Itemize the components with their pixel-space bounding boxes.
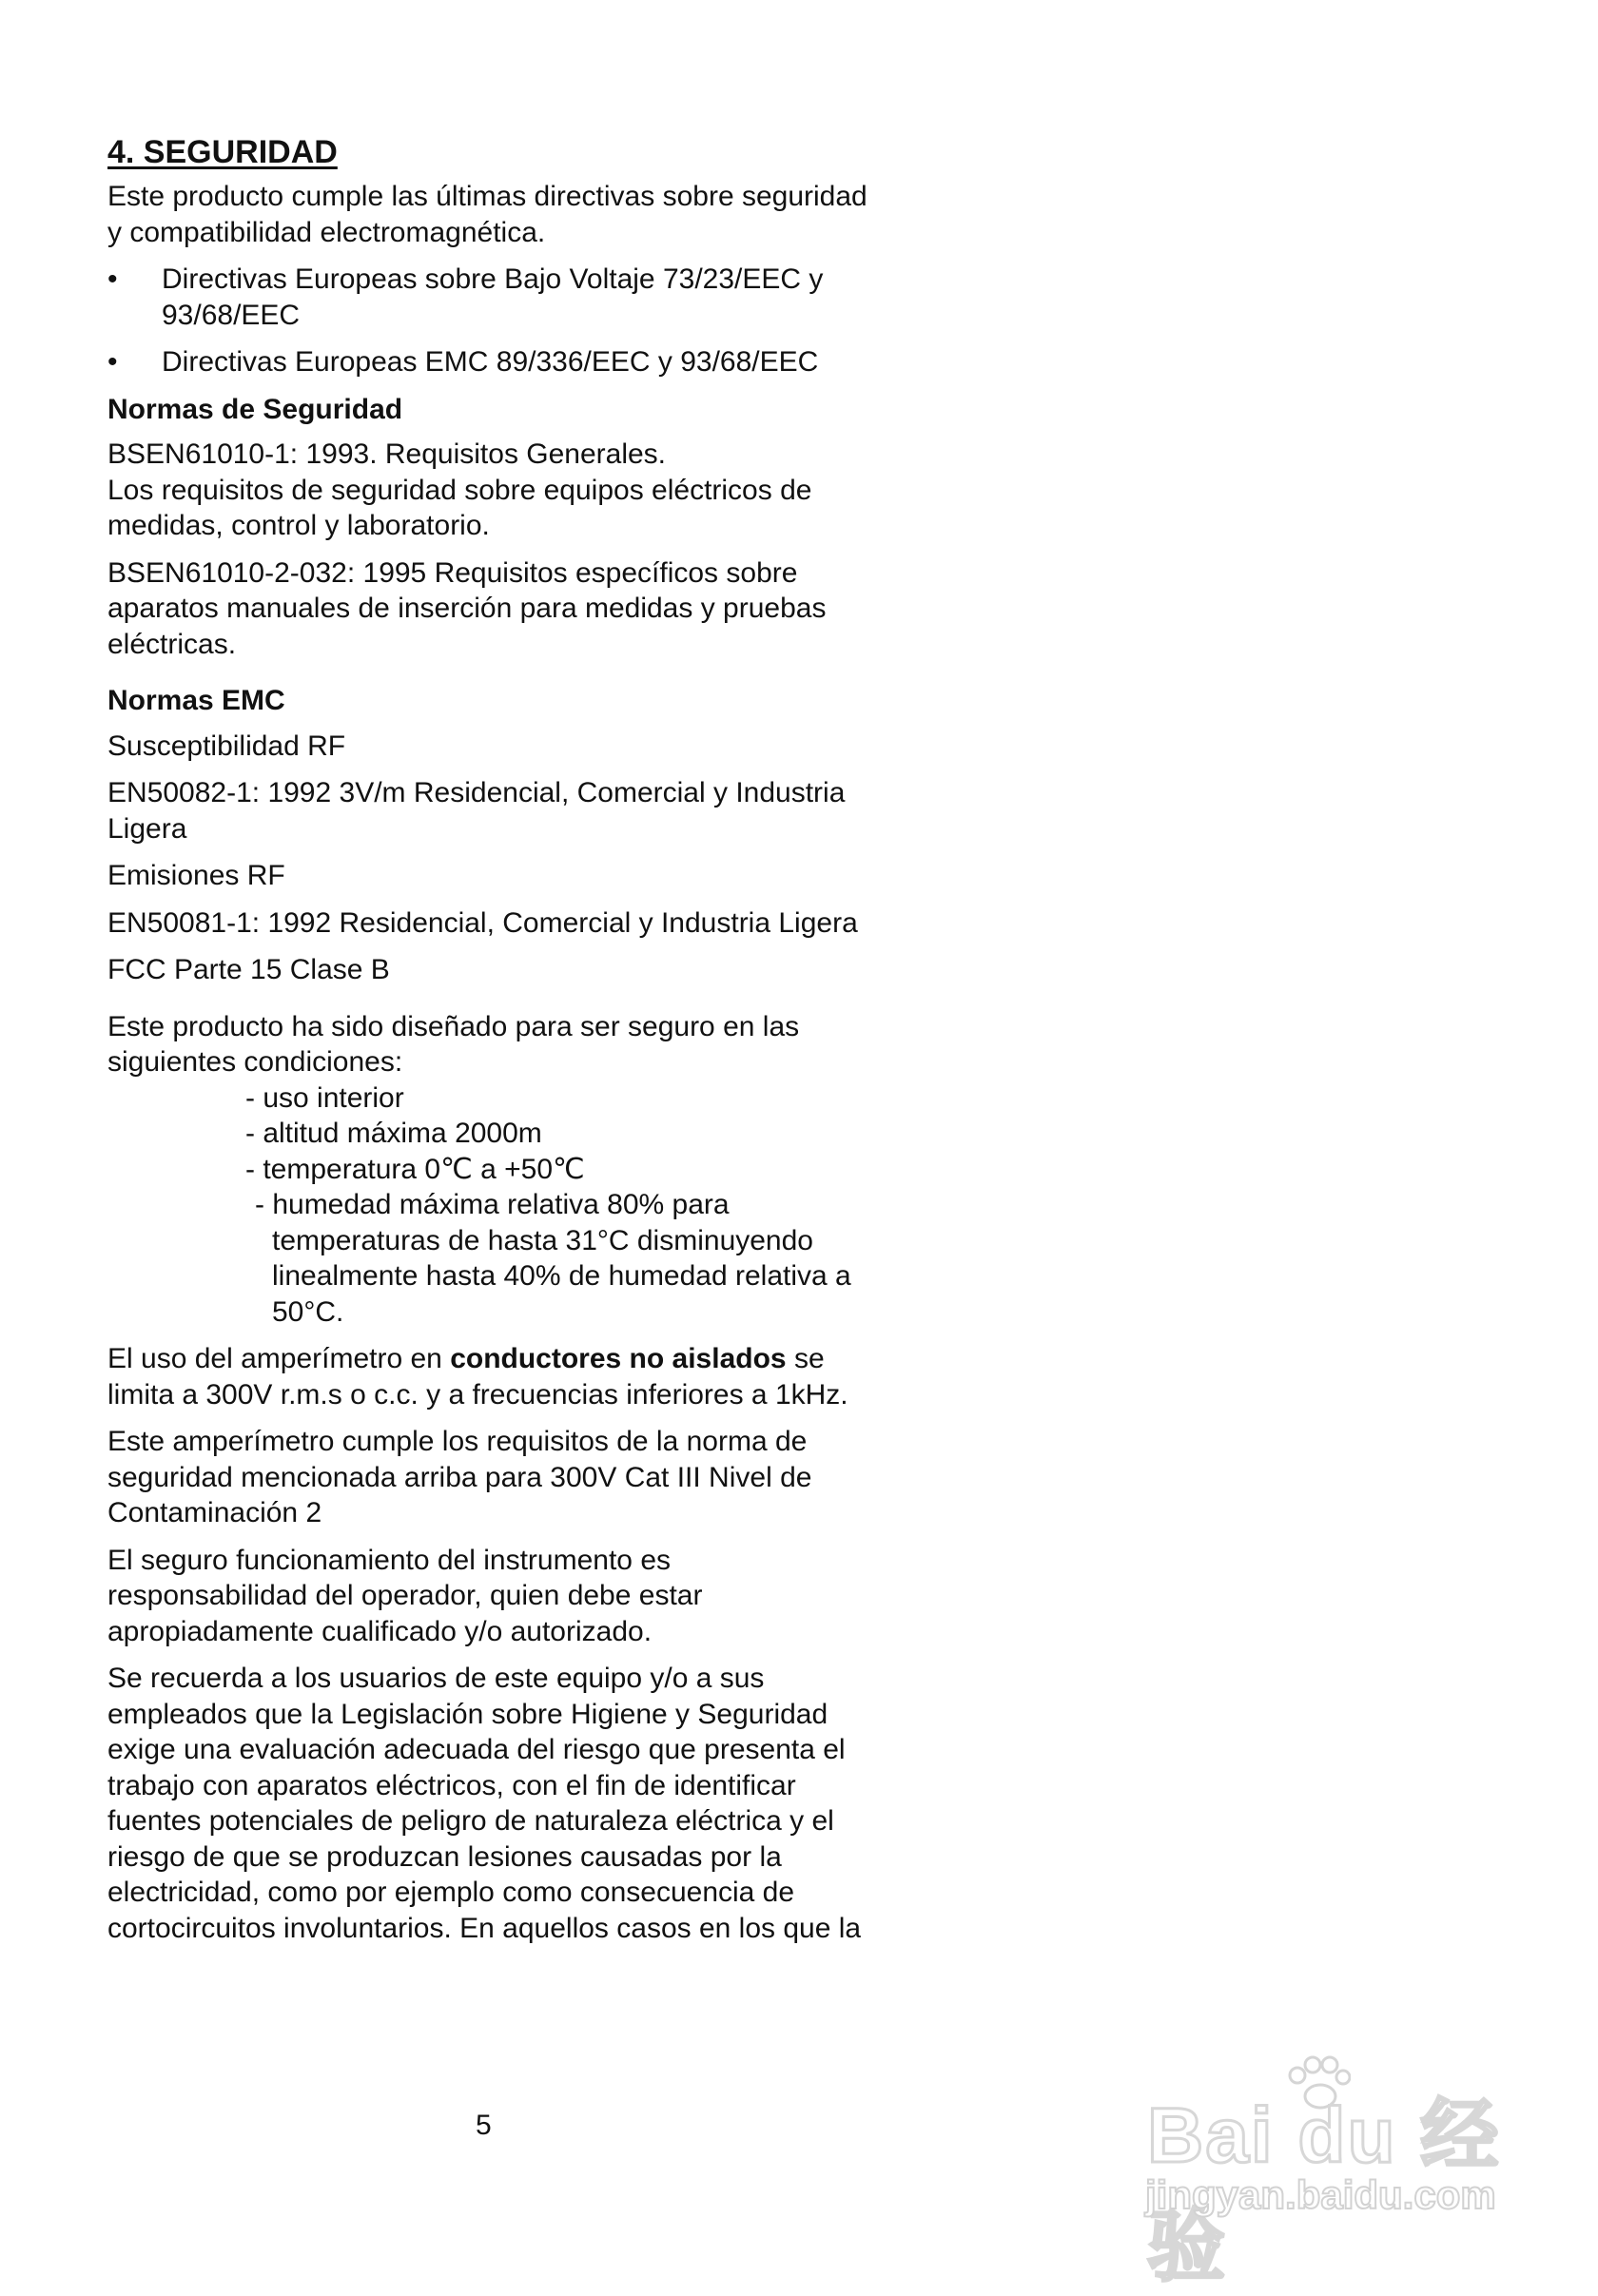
condition-item: - uso interior <box>245 1081 404 1114</box>
emc-item: Susceptibilidad RF <box>107 730 346 762</box>
page-number: 5 <box>476 2110 492 2141</box>
bullet-icon: • <box>107 346 118 378</box>
safety-standard-specific: BSEN61010-2-032: 1995 Requisitos específicos sobre aparatos manuales de inserción para medidas y pruebas eléctricas. <box>107 556 827 660</box>
clamp-usage-paragraph <box>107 1341 868 1412</box>
clamp-usage-text: se limita a 300V r.m.s o c.c. y a frecuencias inferiores a 1kHz. <box>107 1343 848 1411</box>
watermark-logo: Bai du 经验 <box>1147 2092 1501 2290</box>
emc-item: EN50082-1: 1992 3V/m Residencial, Comercial y Industria Ligera <box>107 777 846 845</box>
intro-paragraph: Este producto cumple las últimas directivas sobre seguridad y compatibilidad electromagnética. <box>107 181 867 248</box>
safety-standard-desc: Los requisitos de seguridad sobre equipos eléctricos de medidas, control y laboratorio. <box>107 474 812 541</box>
watermark-domain: jingyan.baidu.com <box>1145 2172 1496 2217</box>
emc-item: FCC Parte 15 Clase B <box>107 954 390 985</box>
list-item <box>107 344 868 380</box>
emc-item: EN50081-1: 1992 Residencial, Comercial y Industria Ligera <box>107 906 858 939</box>
conditions-intro: Este producto ha sido diseñado para ser seguro en las siguientes condiciones: <box>107 1010 800 1078</box>
document-page <box>107 133 868 1957</box>
watermark <box>1141 2054 1522 2290</box>
list-item <box>107 262 868 333</box>
bullet-icon: • <box>107 263 118 295</box>
legislation-paragraph: Se recuerda a los usuarios de este equipo y/o a sus empleados que la Legislación sobre Higiene y Seguridad exige una evaluación adecuada del riesgo que presenta el trabajo con aparatos eléctricos, con el fin de identificar fuentes potenciales de peligro de naturaleza eléctrica y el riesgo de que se produzcan lesiones causadas por la electricidad, como por ejemplo como consecuencia de cortocircuitos involuntarios. En aquellos casos en los que la <box>107 1663 862 1944</box>
conditions-list <box>107 1080 868 1331</box>
operator-paragraph: El seguro funcionamiento del instrumento es responsabilidad del operador, quien debe estar apropiadamente cualificado y/o autorizado. <box>107 1544 703 1647</box>
safety-standard-code: BSEN61010-1: 1993. Requisitos Generales. <box>107 438 667 470</box>
directive-text: Directivas Europeas EMC 89/336/EEC y 93/68/EEC <box>162 346 819 378</box>
safety-standards-heading: Normas de Seguridad <box>107 393 403 425</box>
directives-list <box>107 262 868 380</box>
directive-text: Directivas Europeas sobre Bajo Voltaje 73/23/EEC y 93/68/EEC <box>162 263 824 331</box>
safety-standard-general <box>107 437 868 544</box>
condition-item: - altitud máxima 2000m <box>245 1118 542 1149</box>
clamp-usage-text: El uso del amperímetro en <box>107 1343 451 1374</box>
emc-standards-heading: Normas EMC <box>107 685 285 716</box>
section-title: 4. SEGURIDAD <box>107 134 338 170</box>
emc-item: Emisiones RF <box>107 860 285 891</box>
condition-item: - humedad máxima relativa 80% para temperaturas de hasta 31°C disminuyendo linealmente hasta 40% de humedad relativa a 50°C. <box>255 1189 851 1328</box>
condition-item: - temperatura 0℃ a +50℃ <box>245 1153 585 1185</box>
clamp-usage-emphasis: conductores no aislados <box>450 1343 787 1374</box>
compliance-paragraph: Este amperímetro cumple los requisitos de la norma de seguridad mencionada arriba para 300V Cat III Nivel de Contaminación 2 <box>107 1426 812 1528</box>
